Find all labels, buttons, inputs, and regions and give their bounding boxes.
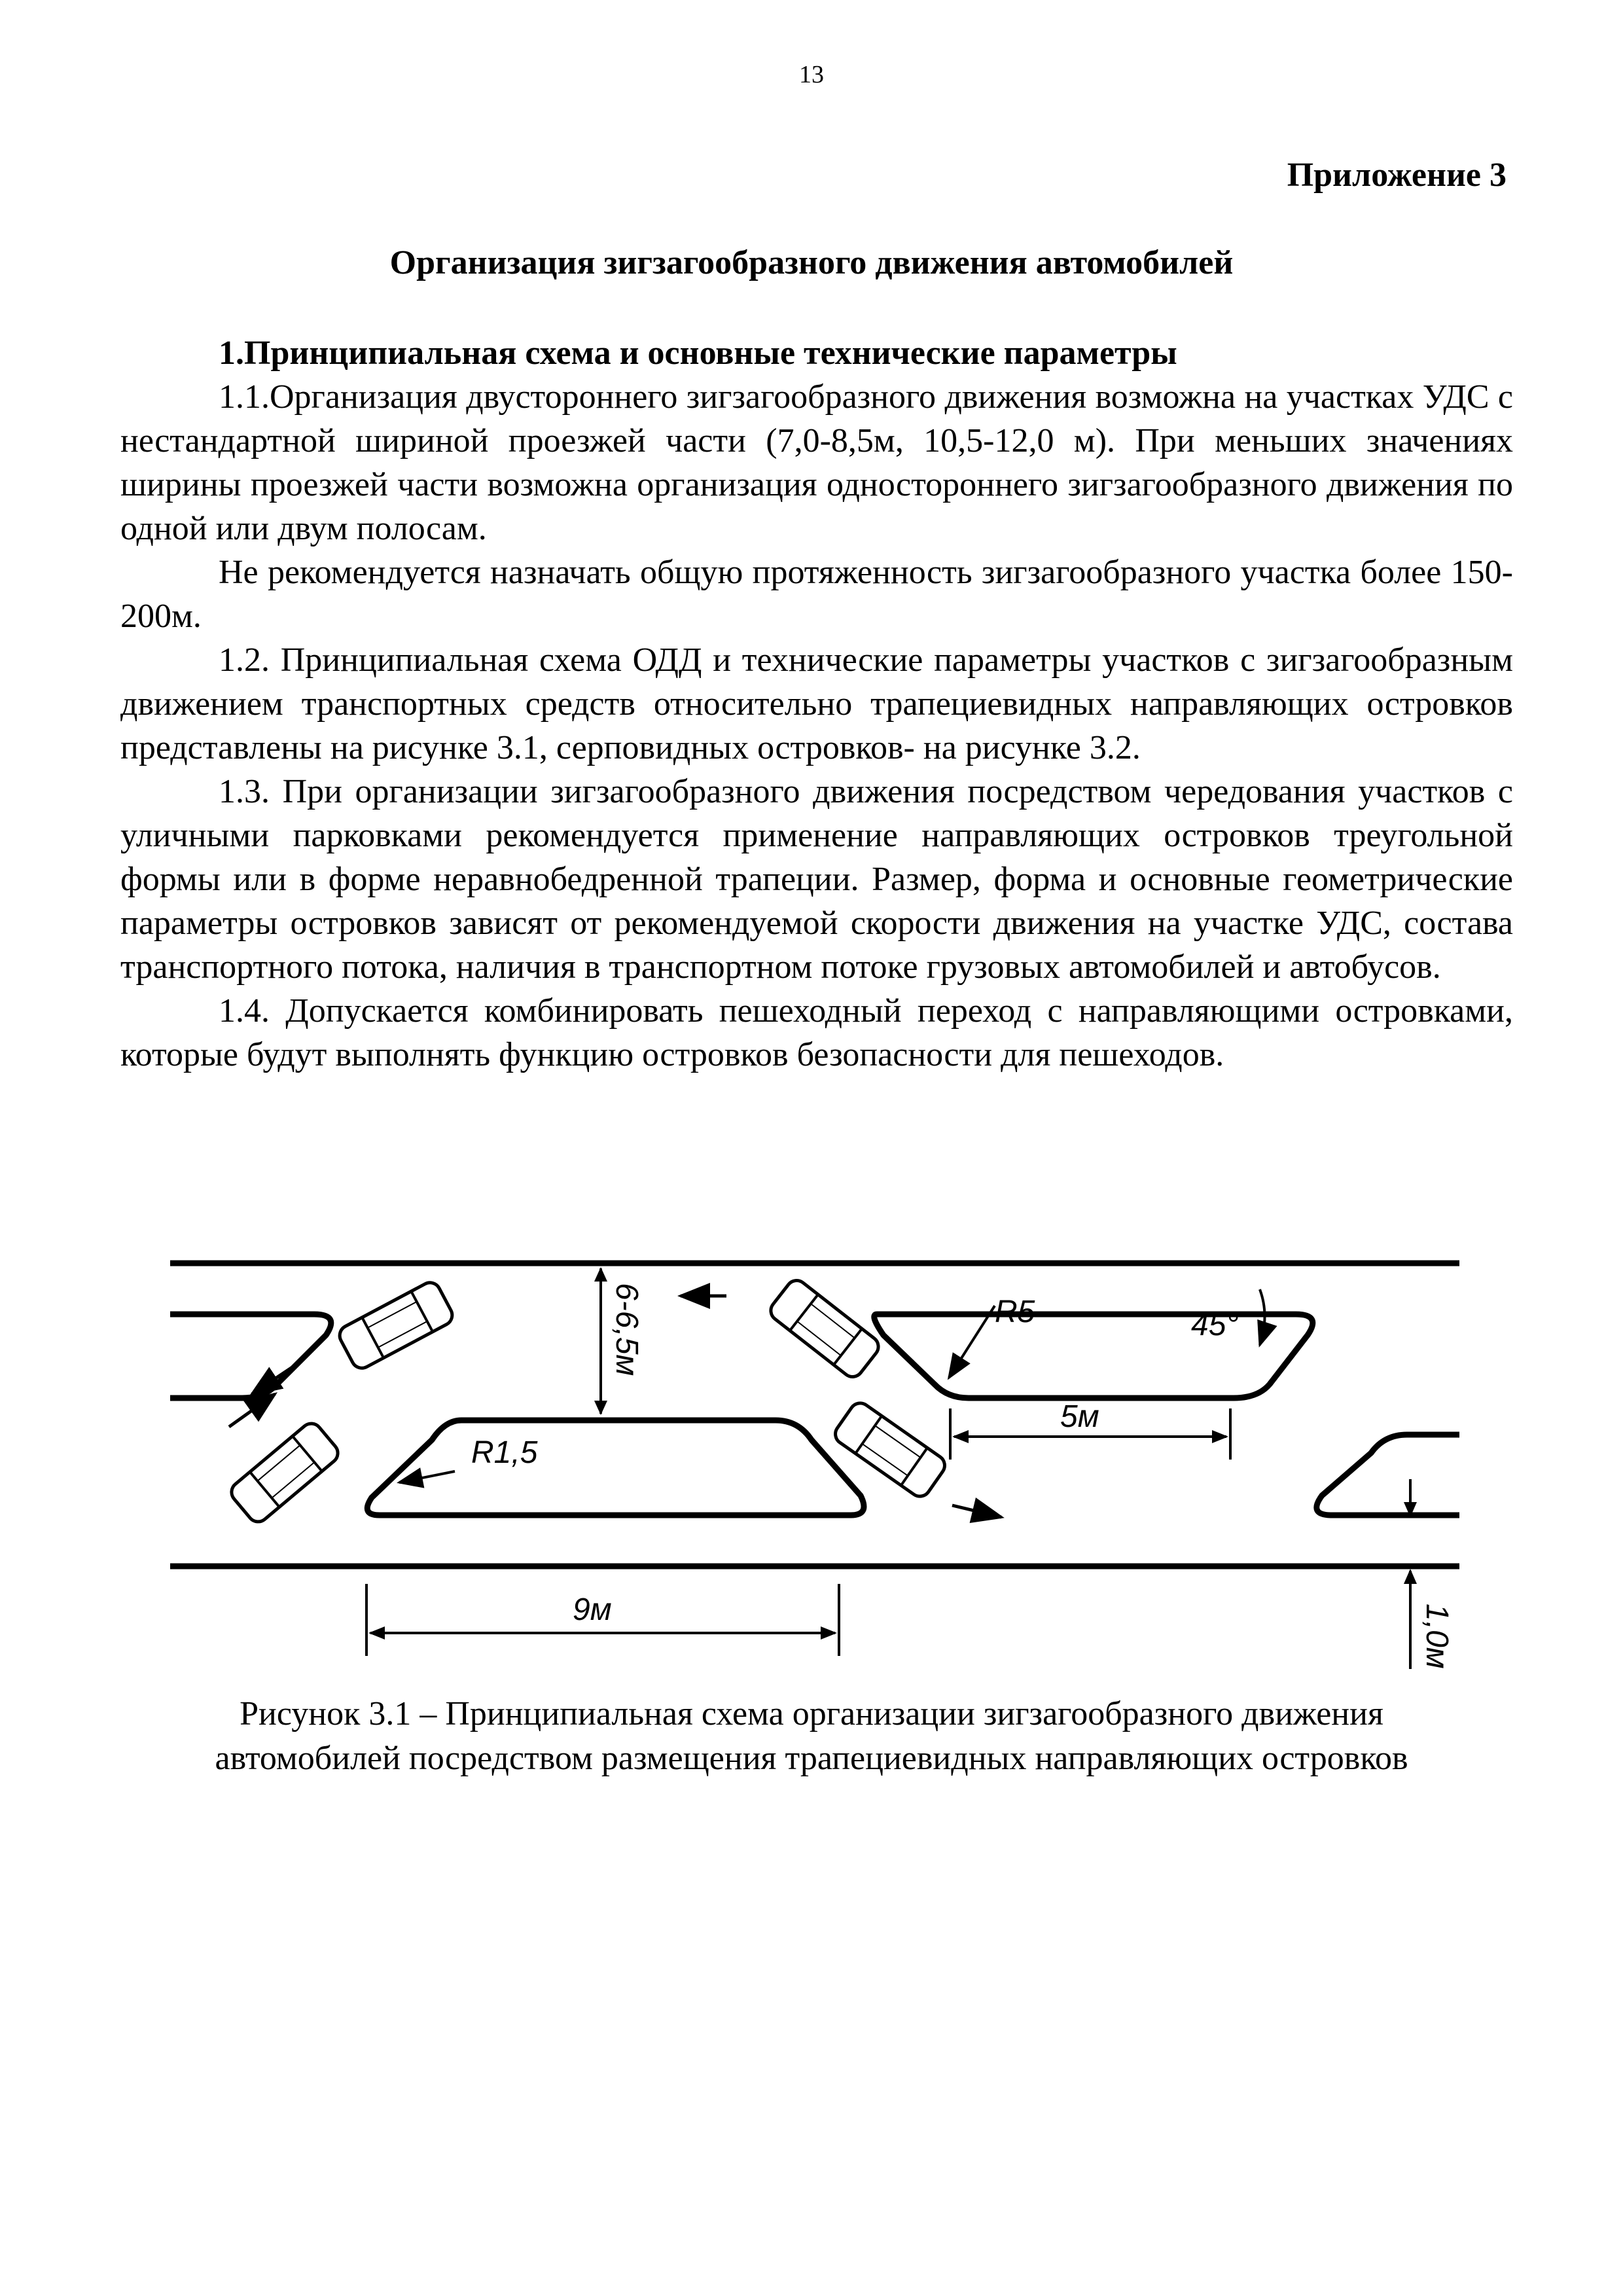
paragraph-1-2: 1.2. Принципиальная схема ОДД и технические параметры участков с зигзагообразным движением транспортных средств относительно трапециевидных направляющих островков представлены на рисунке 3.1, серповидных островков- на рисунке 3.2.	[120, 641, 1513, 766]
document-title: Организация зигзагообразного движения автомобилей	[389, 244, 1234, 281]
island-upper-trapezoid	[874, 1314, 1313, 1398]
arrow-direction-4	[952, 1505, 1001, 1517]
label-lane-width: 6-6,5м	[609, 1283, 644, 1376]
paragraph-1-4: 1.4. Допускается комбинировать пешеходный переход с направляющими островками, которые будут выполнять функцию островков безопасности для пешеходов.	[120, 992, 1513, 1073]
label-offset: 1,0м	[1419, 1604, 1454, 1669]
zigzag-diagram	[118, 1237, 1505, 1708]
label-angle: 45°	[1191, 1308, 1239, 1342]
paragraph-length-note: Не рекомендуется назначать общую протяженность зигзагообразного участка более 150-200м.	[120, 554, 1513, 635]
leader-r15	[399, 1471, 455, 1482]
caption-line-2: автомобилей посредством размещения трапециевидных направляющих островков	[215, 1740, 1408, 1777]
figure-caption	[98, 1692, 1525, 1781]
section-heading: 1.Принципиальная схема и основные технические параметры	[219, 334, 1177, 372]
arrow-direction-1	[252, 1361, 301, 1394]
figure-zigzag-scheme	[118, 1237, 1505, 1708]
car-top-middle	[766, 1276, 882, 1381]
body-text	[120, 331, 1513, 1077]
page-number: 13	[799, 61, 824, 88]
paragraph-1-1: 1.1.Организация двустороннего зигзагообразного движения возможна на участках УДС с нестандартной шириной проезжей части (7,0-8,5м, 10,5-12,0 м). При меньших значениях ширины проезжей части возможна организация одностороннего зигзагообразного движения по одной или двум полосам.	[120, 378, 1513, 547]
paragraph-1-3: 1.3. При организации зигзагообразного движения посредством чередования участков с уличными парковками рекомендуется применение направляющих островков треугольной формы или в форме неравнобедренной трапеции. Размер, форма и основные геометрические параметры островков зависят от рекомендуемой скорости движения на участке УДС, состава транспортного потока, наличия в транспортном потоке грузовых автомобилей и автобусов.	[120, 773, 1513, 986]
island-lower-trapezoid	[367, 1420, 864, 1515]
appendix-label: Приложение 3	[1287, 156, 1507, 194]
label-radius-upper: R5	[995, 1295, 1035, 1329]
label-length-upper: 5м	[1060, 1399, 1099, 1434]
island-right-partial	[1317, 1435, 1459, 1515]
car-top-left	[336, 1279, 456, 1372]
car-bottom-left	[227, 1420, 342, 1526]
island-left-partial	[170, 1314, 331, 1398]
caption-line-1: Рисунок 3.1 – Принципиальная схема организации зигзагообразного движения	[240, 1695, 1383, 1732]
label-radius-lower: R1,5	[471, 1435, 538, 1470]
label-length-lower: 9м	[573, 1592, 612, 1627]
